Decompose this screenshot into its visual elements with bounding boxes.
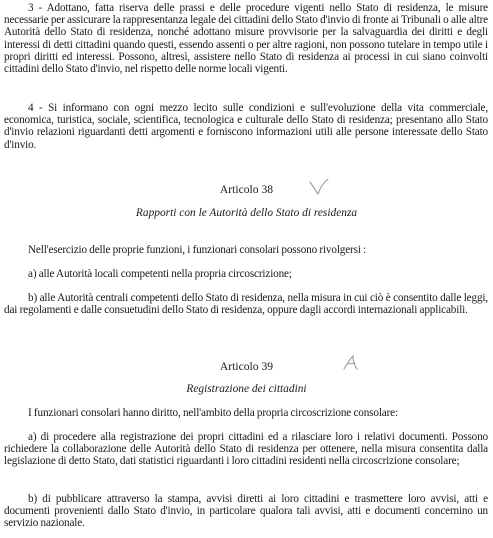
- article-38-subtitle: Rapporti con le Autorità dello Stato di residenza: [135, 207, 358, 219]
- article-39-subtitle: Registrazione dei cittadini: [186, 383, 307, 395]
- article-38-intro: Nell'esercizio delle proprie funzioni, i funzionari consolari possono rivolgersi :: [28, 244, 367, 256]
- article-38-item-b: b) alle Autorità centrali competenti dello Stato di residenza, nella misura in cui ciò è consentito dalle leggi, dai regolamenti e dalle consuetudini dello Stato di residenza, oppure dagli accordi internazionali applicabili.: [4, 292, 488, 317]
- article-39-item-a: a) di procedere alla registrazione dei propri cittadini ed a rilasciare loro i relativi documenti. Possono richiedere la collaborazione delle Autorità dello Stato di residenza per ottenere, nella misura consentita dalla legislazione di detto Stato, dati statistici riguardanti i loro cittadini residenti nella circoscrizione consolare;: [4, 431, 488, 468]
- article-39-item-b: b) di pubblicare attraverso la stampa, avvisi diretti ai loro cittadini e trasmettere loro avvisi, atti e documenti provenienti dallo Stato d'invio, in particolare qualora tali avvisi, atti e documenti concernino un servizio nazionale.: [4, 493, 488, 530]
- article-39-intro: I funzionari consolari hanno diritto, nell'ambito della propria circoscrizione consolare:: [28, 407, 398, 419]
- article-38-item-a: a) alle Autorità locali competenti nella propria circoscrizione;: [28, 268, 292, 280]
- article-38-title: Articolo 38: [219, 183, 274, 196]
- paragraph-3: 3 - Adottano, fatta riserva delle prassi e delle procedure vigenti nello Stato di residenza, le misure necessarie per assicurare la rappresentanza legale dei cittadini dello Stato d'invio di fronte ai Tribunali o alle altre Autorità dello Stato di residenza, nonché adottano misure provvisorie per la salvaguardia dei diritti e degli interessi di detti cittadini quando questi, essendo assenti o per altre ragioni, non possono tutelare in tempo utile i propri diritti ed interessi. Possono, altresì, assistere nello Stato di residenza ai processi in cui siano coinvolti cittadini dello Stato d'invio, nel rispetto delle norme locali vigenti.: [4, 2, 488, 76]
- paragraph-4: 4 - Si informano con ogni mezzo lecito sulle condizioni e sull'evoluzione della vita commerciale, economica, turistica, sociale, scientifica, tecnologica e culturale dello Stato di residenza; presentano allo Stato d'invio relazioni riguardanti detti argomenti e forniscono informazioni utili alle persone interessate dello Stato d'invio.: [4, 102, 488, 151]
- article-39-title: Articolo 39: [219, 360, 274, 373]
